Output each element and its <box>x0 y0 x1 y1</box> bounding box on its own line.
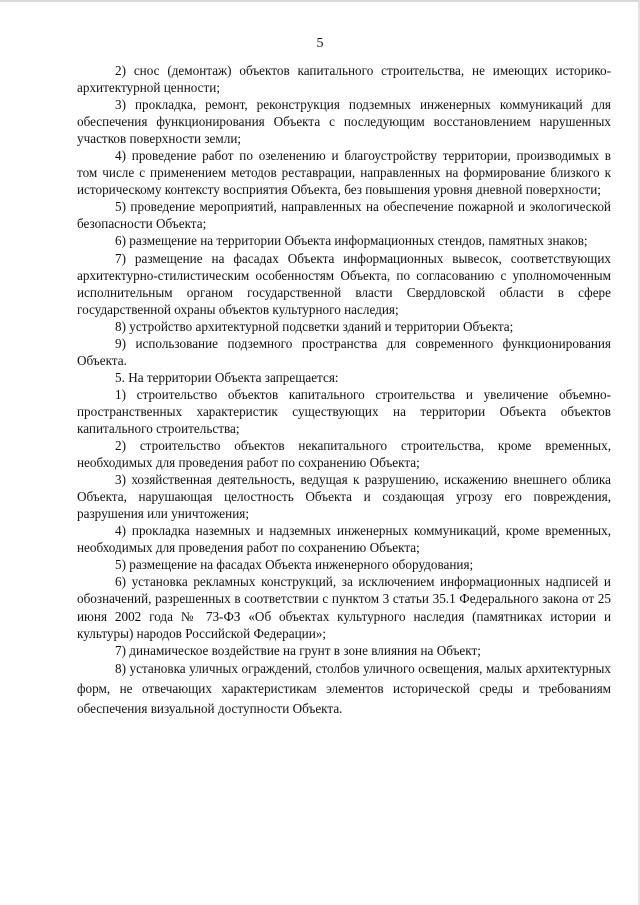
paragraph: 2) строительство объектов некапитального строительства, кроме временных, необходимых для проведения работ по сохранению Объекта; <box>77 438 611 471</box>
paragraph: 3) хозяйственная деятельность, ведущая к разрушению, искажению внешнего облика Объекта, нарушающая целостность Объекта и создающая угрозу его повреждения, разрушения или уничтожения; <box>77 472 611 522</box>
paragraph: 6) размещение на территории Объекта информационных стендов, памятных знаков; <box>115 233 588 249</box>
paragraph: 2) снос (демонтаж) объектов капитального строительства, не имеющих историко-архитектурной ценности; <box>77 63 611 96</box>
section-heading: 5. На территории Объекта запрещается: <box>115 369 339 385</box>
paragraph: 4) проведение работ по озеленению и благоустройству территории, производимых в том числе с применением методов реставрации, направленных на формирование близкого к историческому контексту восприятия Объекта, без повышения уровня дневной поверхности; <box>77 148 611 198</box>
paragraph: 5) размещение на фасадах Объекта инженерного оборудования; <box>115 557 474 573</box>
document-body <box>77 62 611 719</box>
paragraph: 8) устройство архитектурной подсветки зданий и территории Объекта; <box>115 318 514 334</box>
page-number: 5 <box>316 36 324 51</box>
paragraph: 3) прокладка, ремонт, реконструкция подземных инженерных коммуникаций для обеспечения функционирования Объекта с последующим восстановлением нарушенных участков поверхности земли; <box>77 97 611 147</box>
paragraph: 7) размещение на фасадах Объекта информационных вывесок, соответствующих архитектурно-стилистическим особенностям Объекта, по согласованию с уполномоченным исполнительным органом государственной власти Свердловской области в сфере государственной охраны объектов культурного наследия; <box>77 250 611 317</box>
paragraph: 9) использование подземного пространства для современного функционирования Объекта. <box>77 335 611 368</box>
paragraph: 5) проведение мероприятий, направленных на обеспечение пожарной и экологической безопасности Объекта; <box>77 199 611 232</box>
paragraph: 1) строительство объектов капитального строительства и увеличение объемно-пространственных характеристик существующих на территории Объекта объектов капитального строительства; <box>77 386 611 436</box>
paragraph: 4) прокладка наземных и надземных инженерных коммуникаций, кроме временных, необходимых для проведения работ по сохранению Объекта; <box>77 523 611 556</box>
paragraph: 6) установка рекламных конструкций, за исключением информационных надписей и обозначений, разрешенных в соответствии с пунктом 3 статьи 35.1 Федерального закона от 25 июня 2002 года № 73-ФЗ «Об объектах культурного наследия (памятниках истории и культуры) народов Российской Федерации»; <box>77 574 611 641</box>
paragraph: 7) динамическое воздействие на грунт в зоне влияния на Объект; <box>115 642 481 658</box>
paragraph: 8) установка уличных ограждений, столбов уличного освещения, малых архитектурных форм, не отвечающих характеристикам элементов исторической среды и требованиям обеспечения визуальной доступности Объекта. <box>77 660 611 716</box>
